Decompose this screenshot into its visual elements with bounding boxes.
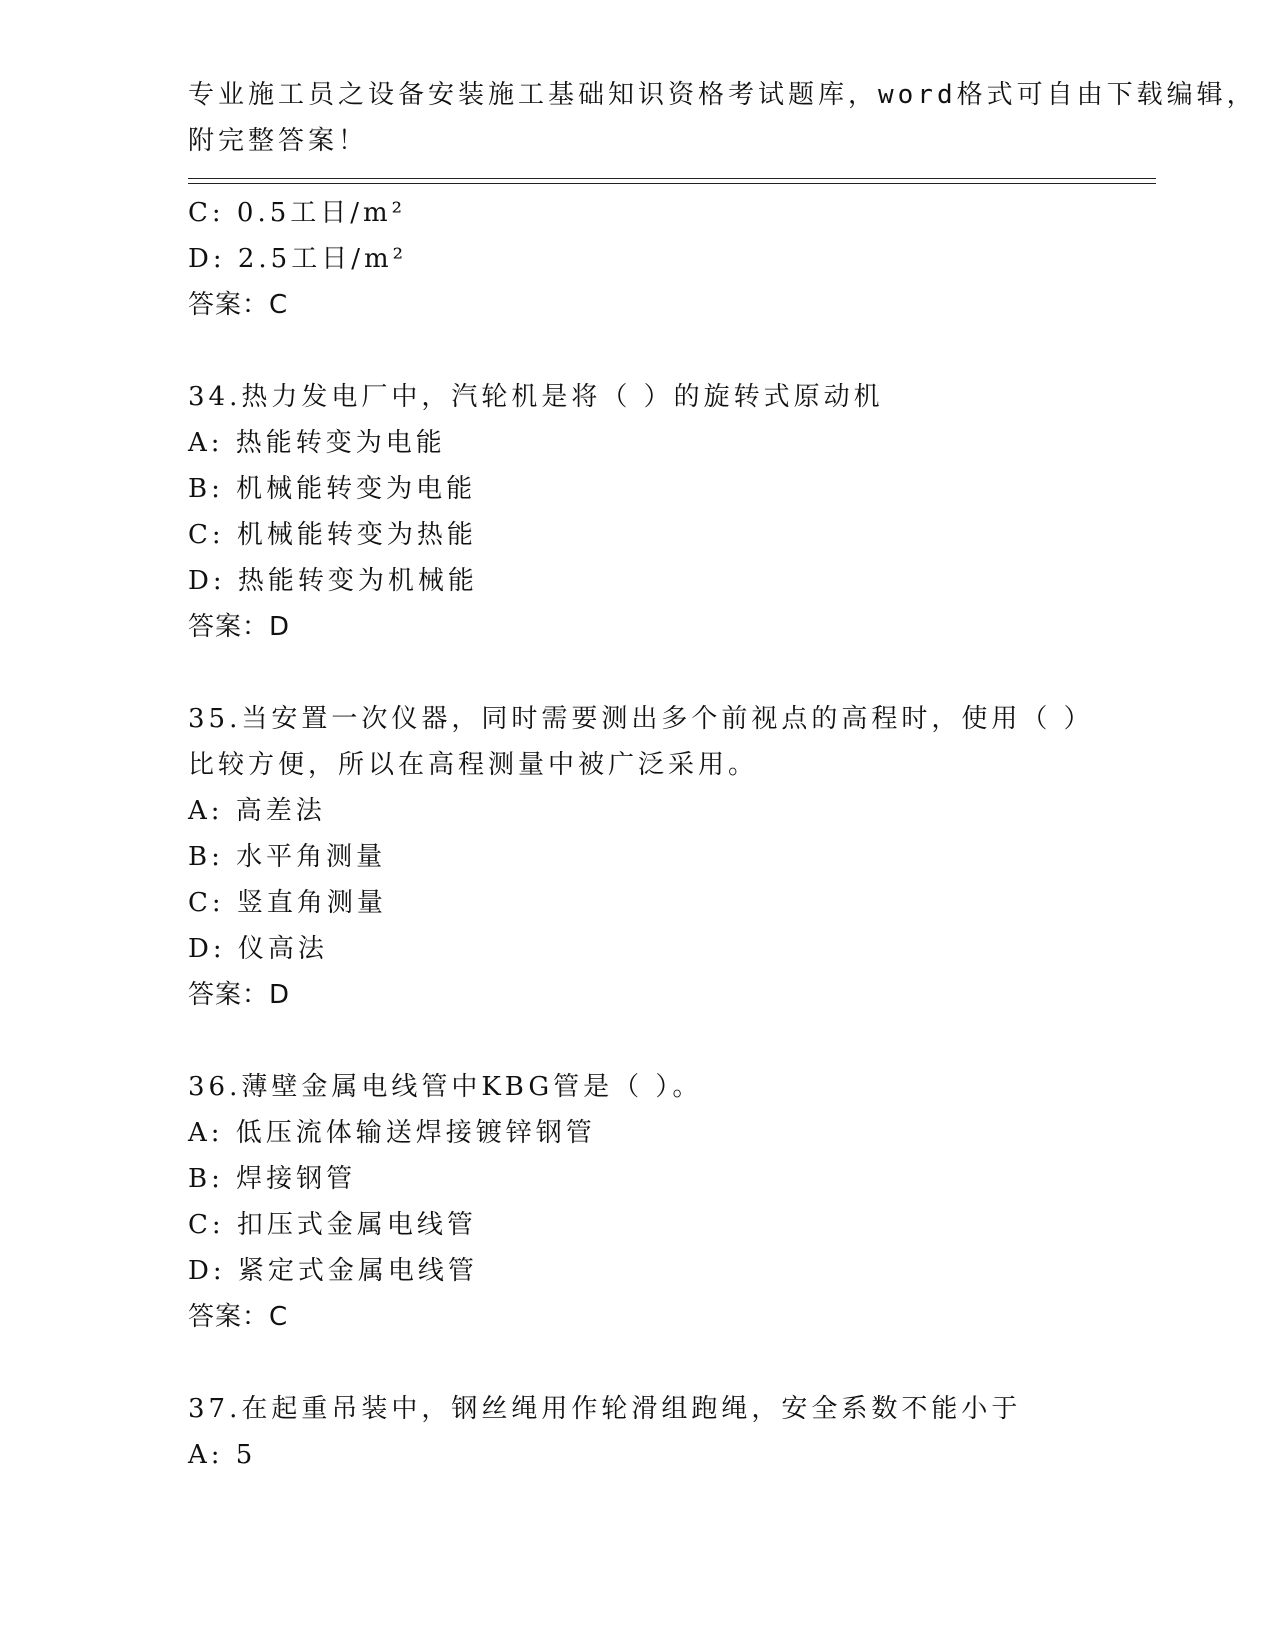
option-c: C: 机械能转变为热能 xyxy=(188,520,477,550)
answer-line: 答案：D xyxy=(188,980,291,1010)
header-divider-top xyxy=(188,178,1156,179)
question-35 xyxy=(188,696,1094,1018)
question-36 xyxy=(188,1064,1088,1340)
answer-line: 答案：D xyxy=(188,612,291,642)
header-divider-bottom xyxy=(188,183,1156,184)
option-d: D: 热能转变为机械能 xyxy=(188,566,478,596)
answer-line: 答案：C xyxy=(188,290,289,320)
option-a: A: 热能转变为电能 xyxy=(188,428,446,458)
question-stem: 35.当安置一次仪器，同时需要测出多个前视点的高程时，使用（ ） xyxy=(188,704,1094,734)
option-c: C: 扣压式金属电线管 xyxy=(188,1210,477,1240)
document-header xyxy=(188,72,1257,164)
option-a: A: 低压流体输送焊接镀锌钢管 xyxy=(188,1118,596,1148)
question-stem: 34.热力发电厂中，汽轮机是将（ ）的旋转式原动机 xyxy=(188,382,884,412)
question-stem: 37.在起重吊装中，钢丝绳用作轮滑组跑绳，安全系数不能小于 xyxy=(188,1394,1022,1424)
option-d: D: 紧定式金属电线管 xyxy=(188,1256,478,1286)
option-d: D: 2.5工日/m² xyxy=(188,244,408,274)
prev-question-block xyxy=(188,190,1088,328)
question-content xyxy=(188,190,1094,1478)
question-stem: 36.薄壁金属电线管中KBG管是（ ）。 xyxy=(188,1072,703,1102)
option-b: B: 机械能转变为电能 xyxy=(188,474,477,504)
option-b: B: 焊接钢管 xyxy=(188,1164,357,1194)
question-37 xyxy=(188,1386,1088,1478)
header-line-1: 专业施工员之设备安装施工基础知识资格考试题库，word格式可自由下载编辑， xyxy=(188,80,1257,110)
answer-line: 答案：C xyxy=(188,1302,289,1332)
question-stem-continued: 比较方便，所以在高程测量中被广泛采用。 xyxy=(188,750,759,780)
question-34 xyxy=(188,374,1088,650)
option-a: A: 5 xyxy=(188,1440,257,1470)
spacer xyxy=(188,650,1088,696)
header-line-2: 附完整答案！ xyxy=(188,126,369,156)
option-a: A: 高差法 xyxy=(188,796,326,826)
option-b: B: 水平角测量 xyxy=(188,842,387,872)
spacer xyxy=(188,1018,1088,1064)
spacer xyxy=(188,328,1088,374)
option-c: C: 竖直角测量 xyxy=(188,888,387,918)
option-d: D: 仪高法 xyxy=(188,934,328,964)
spacer xyxy=(188,1340,1088,1386)
option-c: C: 0.5工日/m² xyxy=(188,198,407,228)
